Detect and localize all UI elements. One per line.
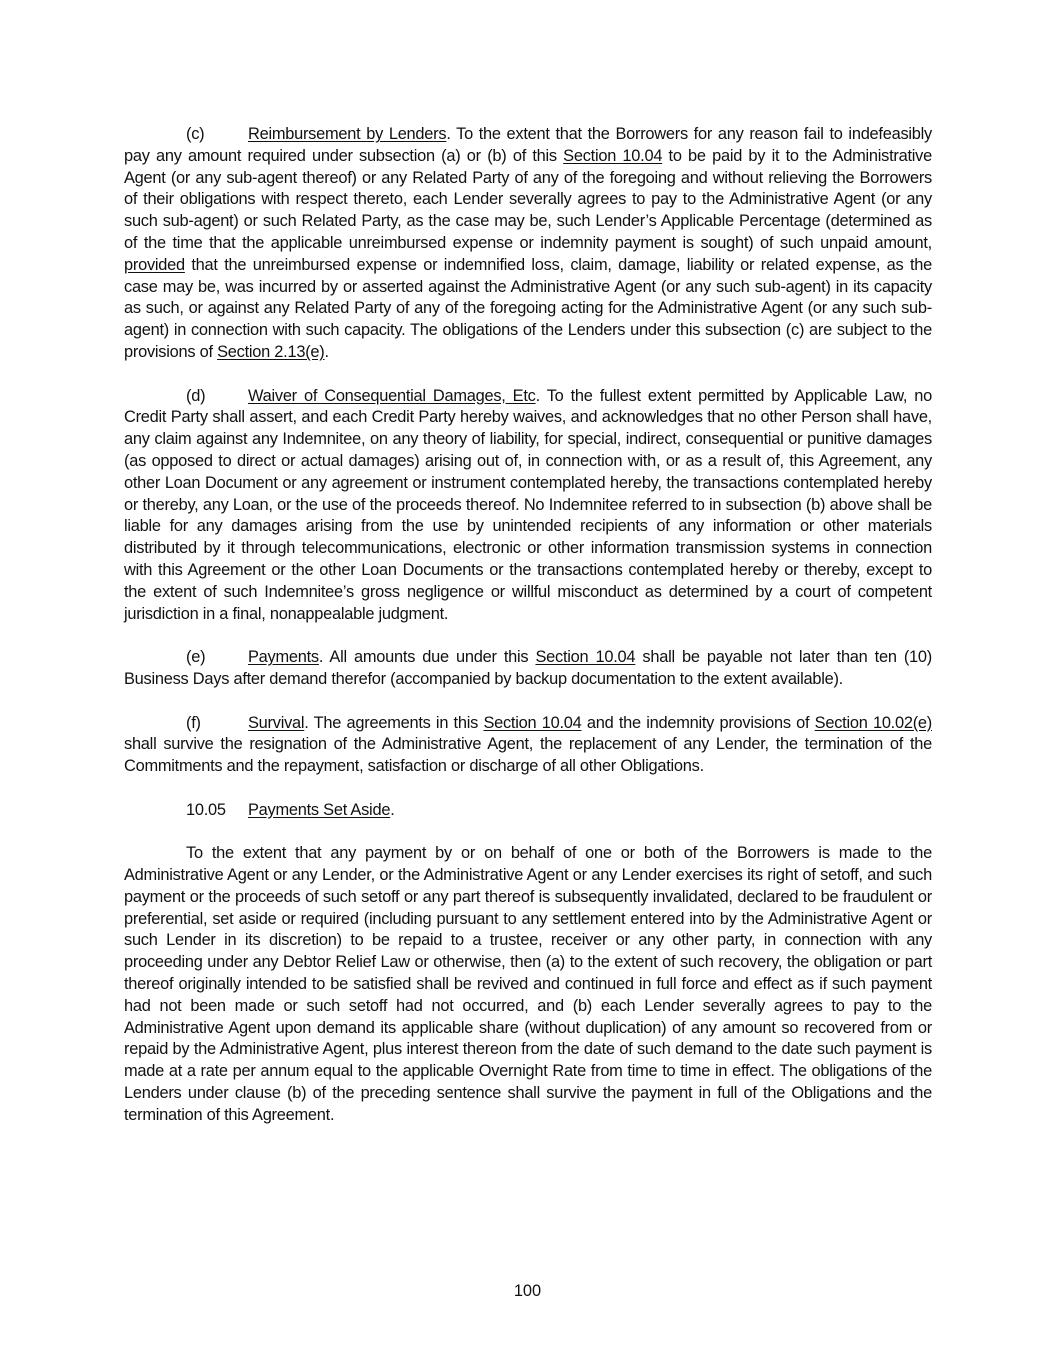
section-reference: Section 10.02(e) <box>814 713 933 732</box>
paragraph-e <box>124 647 932 691</box>
paragraph-text: to be paid by it to the Administrative Agent (or any sub-agent thereof) or any Related Party of any of the foregoing and without relieving the Borrowers of their obligations with respect thereto, each Lender severally agrees to pay to the Administrative Agent (or any such sub-agent) or such Related Party, as the case may be, such Lender’s Applicable Percentage (determined as of the time that the applicable unreimbursed expense or indemnity payment is sought) of such unpaid amount, <box>124 146 932 252</box>
paragraph-heading: Survival <box>248 713 305 732</box>
paragraph-label: (f) <box>186 713 201 732</box>
paragraph-text: shall survive the resignation of the Administrative Agent, the replacement of any Lender, the termination of the Commitments and the repayment, satisfaction or discharge of all other Obligations. <box>124 735 932 776</box>
paragraph-text: . All amounts due under this <box>318 648 536 667</box>
provided-term: provided <box>124 255 185 274</box>
paragraph-c <box>124 124 932 364</box>
paragraph-text: shall be payable not later than ten (10) Business Days after demand therefor (accompanied by backup documentation to the extent available). <box>124 648 932 688</box>
paragraph-text: . <box>324 342 329 361</box>
paragraph-text: that the unreimbursed expense or indemnified loss, claim, damage, liability or related expense, as the case may be, was incurred by or asserted against the Administrative Agent (or any such sub-agent) in its capacity as such, or against any Related Party of any of the foregoing acting for the Administrative Agent (or any such sub-agent) in connection with such capacity. The obligations of the Lenders under this subsection (c) are subject to the provisions of <box>124 255 932 361</box>
paragraph-label: (d) <box>186 386 206 405</box>
paragraph-label: (c) <box>186 125 205 143</box>
paragraph-heading: Waiver of Consequential Damages, Etc <box>248 386 536 405</box>
paragraph-text: and the indemnity provisions of <box>581 713 815 732</box>
section-body <box>124 843 932 1126</box>
paragraph-f <box>124 713 932 778</box>
section-heading <box>186 800 932 822</box>
paragraph-d <box>124 386 932 626</box>
paragraph-heading: Reimbursement by Lenders <box>248 125 447 143</box>
section-reference: Section 10.04 <box>483 713 582 732</box>
paragraph-heading: Payments <box>248 648 319 667</box>
section-reference: Section 10.04 <box>563 146 663 165</box>
paragraph-label: (e) <box>186 648 206 667</box>
paragraph-text: To the extent that any payment by or on behalf of one or both of the Borrowers is made to the Administrative Agent or any Lender, or the Administrative Agent or any Lender exercises its right of setoff, and such payment or the proceeds of such setoff or any part thereof is subsequently invalidated, declared to be fraudulent or preferential, set aside or required (including pursuant to any settlement entered into by the Administrative Agent or such Lender in its discretion) to be repaid to a trustee, receiver or any other party, in connection with any proceeding under any Debtor Relief Law or otherwise, then (a) to the extent of such recovery, the obligation or part thereof originally intended to be satisfied shall be revived and continued in full force and effect as if such payment had not been made or such setoff had not occurred, and (b) each Lender severally agrees to pay to the Administrative Agent upon demand its applicable share (without duplication) of any amount so recovered from or repaid by the Administrative Agent, plus interest thereon from the date of such demand to the date such payment is made at a rate per annum equal to the applicable Overnight Rate from time to time in effect. The obligations of the Lenders under clause (b) of the preceding sentence shall survive the payment in full of the Obligations and the termination of this Agreement. <box>124 844 932 1124</box>
page-number: 100 <box>513 1282 542 1300</box>
section-title: Payments Set Aside <box>248 800 391 819</box>
paragraph-text: . The agreements in this <box>304 713 484 732</box>
section-reference: Section 10.04 <box>535 648 636 667</box>
section-title-end: . <box>390 800 395 819</box>
paragraph-text: . To the extent that the Borrowers for any reason fail to indefeasibly pay any amount required under subsection (a) or (b) of this <box>124 125 932 165</box>
paragraph-text: . To the fullest extent permitted by Applicable Law, no Credit Party shall assert, and each Credit Party hereby waives, and acknowledges that no other Person shall have, any claim against any Indemnitee, on any theory of liability, for special, indirect, consequential or punitive damages (as opposed to direct or actual damages) arising out of, in connection with, or as a result of, this Agreement, any other Loan Document or any agreement or instrument contemplated hereby, the transactions contemplated hereby or thereby, any Loan, or the use of the proceeds thereof. No Indemnitee referred to in subsection (b) above shall be liable for any damages arising from the use by unintended recipients of any information or other materials distributed by it through telecommunications, electronic or other information transmission systems in connection with this Agreement or the other Loan Documents or the transactions contemplated hereby or thereby, except to the extent of such Indemnitee’s gross negligence or willful misconduct as determined by a court of competent jurisdiction in a final, nonappealable judgment. <box>124 386 932 623</box>
section-number: 10.05 <box>186 800 226 819</box>
section-reference: Section 2.13(e) <box>217 342 325 361</box>
document-page <box>124 124 932 1148</box>
